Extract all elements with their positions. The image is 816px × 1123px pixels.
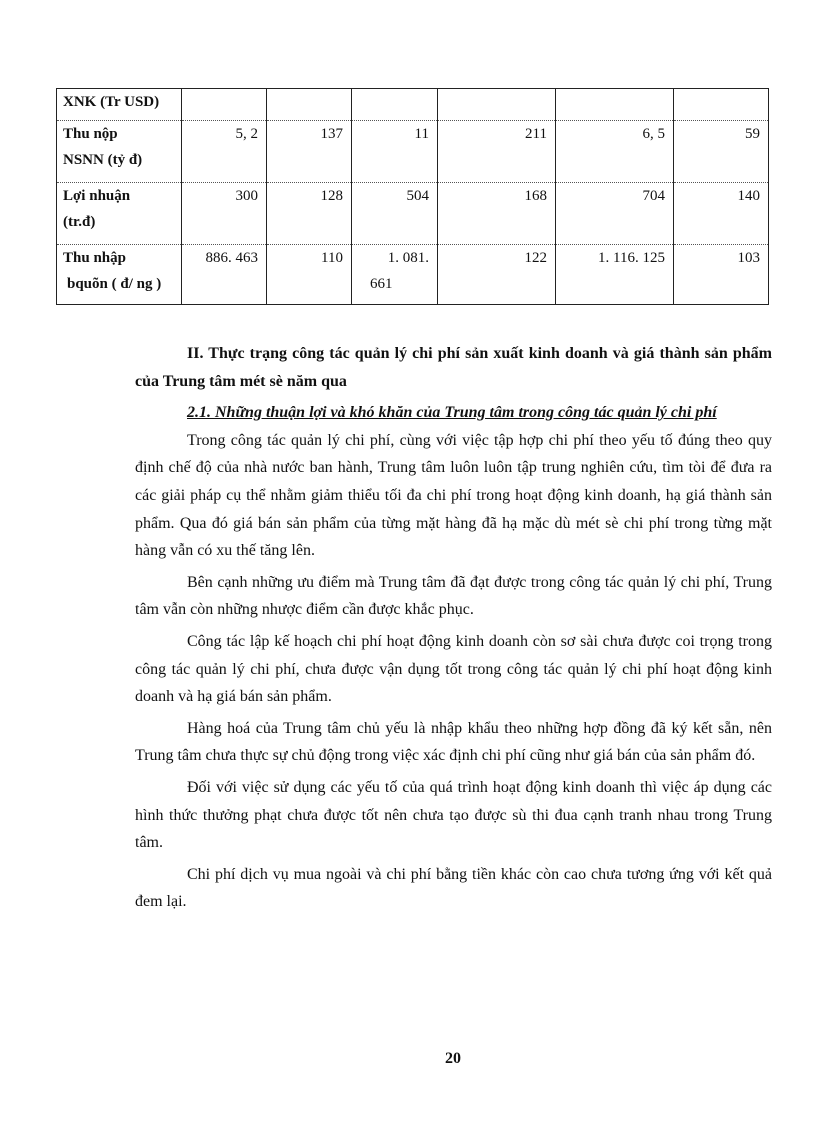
row-label: Lợi nhuận (tr.đ) bbox=[57, 183, 182, 245]
row-label: Thu nộp NSNN (tỷ đ) bbox=[57, 121, 182, 183]
table-row bbox=[57, 183, 769, 245]
statistics-table bbox=[56, 88, 769, 305]
table-cell: 6, 5 bbox=[556, 121, 674, 183]
table-cell: 1. 116. 125 bbox=[556, 245, 674, 305]
table-cell: 137 bbox=[267, 121, 352, 183]
table-cell: 168 bbox=[438, 183, 556, 245]
table-cell: 122 bbox=[438, 245, 556, 305]
row-label: Thu nhập bquõn ( đ/ ng ) bbox=[57, 245, 182, 305]
paragraph: Công tác lập kế hoạch chi phí hoạt động kinh doanh còn sơ sài chưa được coi trọng trong công tác quản lý chi phí, chưa được vận dụng tốt trong công tác quản lý chi phí hoạt động kinh doanh và hạ giá bán sản phẩm. bbox=[135, 632, 772, 706]
table-cell: 1. 081. 661 bbox=[352, 245, 438, 305]
table-cell: 504 bbox=[352, 183, 438, 245]
subsection-heading: 2.1. Những thuận lợi và khó khăn của Trung tâm trong công tác quản lý chi phí bbox=[187, 404, 717, 422]
table-cell: 704 bbox=[556, 183, 674, 245]
table-cell: 886. 463 bbox=[182, 245, 267, 305]
table-cell: 11 bbox=[352, 121, 438, 183]
table-cell bbox=[352, 89, 438, 121]
table-cell: 211 bbox=[438, 121, 556, 183]
section-heading: II. Thực trạng công tác quản lý chi phí sản xuất kinh doanh và giá thành sản phẩm của Trung tâm mét sè năm qua bbox=[135, 345, 772, 390]
table-row bbox=[57, 89, 769, 121]
table-cell bbox=[674, 89, 769, 121]
page-number: 20 bbox=[445, 1050, 461, 1067]
table-cell bbox=[556, 89, 674, 121]
table-cell: 128 bbox=[267, 183, 352, 245]
paragraph: Trong công tác quản lý chi phí, cùng với việc tập hợp chi phí theo yếu tố đúng theo quy định chế độ của nhà nước ban hành, Trung tâm luôn luôn tập trung nghiên cứu, tìm tòi để đưa ra các giải pháp cụ thể nhằm giảm thiểu tối đa chi phí trong hoạt động kinh doanh, hạ giá thành sản phẩm. Qua đó giá bán sản phẩm của từng mặt hàng đã hạ mặc dù mét sè chi phí trong từng mặt hàng vẫn có xu thế tăng lên. bbox=[135, 431, 772, 560]
document-body bbox=[135, 340, 772, 920]
paragraph: Đối với việc sử dụng các yếu tố của quá trình hoạt động kinh doanh thì việc áp dụng các hình thức thưởng phạt chưa được tốt nên chưa tạo được sù thi đua cạnh tranh nhau trong Trung tâm. bbox=[135, 778, 772, 852]
paragraph: Hàng hoá của Trung tâm chủ yếu là nhập khẩu theo những hợp đồng đã ký kết sẵn, nên Trung tâm chưa thực sự chủ động trong việc xác định chi phí cũng như giá bán của sản phẩm đó. bbox=[135, 719, 772, 765]
table-cell bbox=[438, 89, 556, 121]
table-row bbox=[57, 121, 769, 183]
table-cell: 140 bbox=[674, 183, 769, 245]
table-row bbox=[57, 245, 769, 305]
row-label: XNK (Tr USD) bbox=[57, 89, 182, 121]
table-cell: 110 bbox=[267, 245, 352, 305]
table-cell: 5, 2 bbox=[182, 121, 267, 183]
table-cell: 59 bbox=[674, 121, 769, 183]
table-cell bbox=[267, 89, 352, 121]
table-cell: 103 bbox=[674, 245, 769, 305]
table-cell: 300 bbox=[182, 183, 267, 245]
paragraph: Chi phí dịch vụ mua ngoài và chi phí bằng tiền khác còn cao chưa tương ứng với kết quả đem lại. bbox=[135, 865, 772, 911]
paragraph: Bên cạnh những ưu điểm mà Trung tâm đã đạt được trong công tác quản lý chi phí, Trung tâm vẫn còn những nhược điểm cần được khắc phục. bbox=[135, 573, 772, 619]
table-cell bbox=[182, 89, 267, 121]
